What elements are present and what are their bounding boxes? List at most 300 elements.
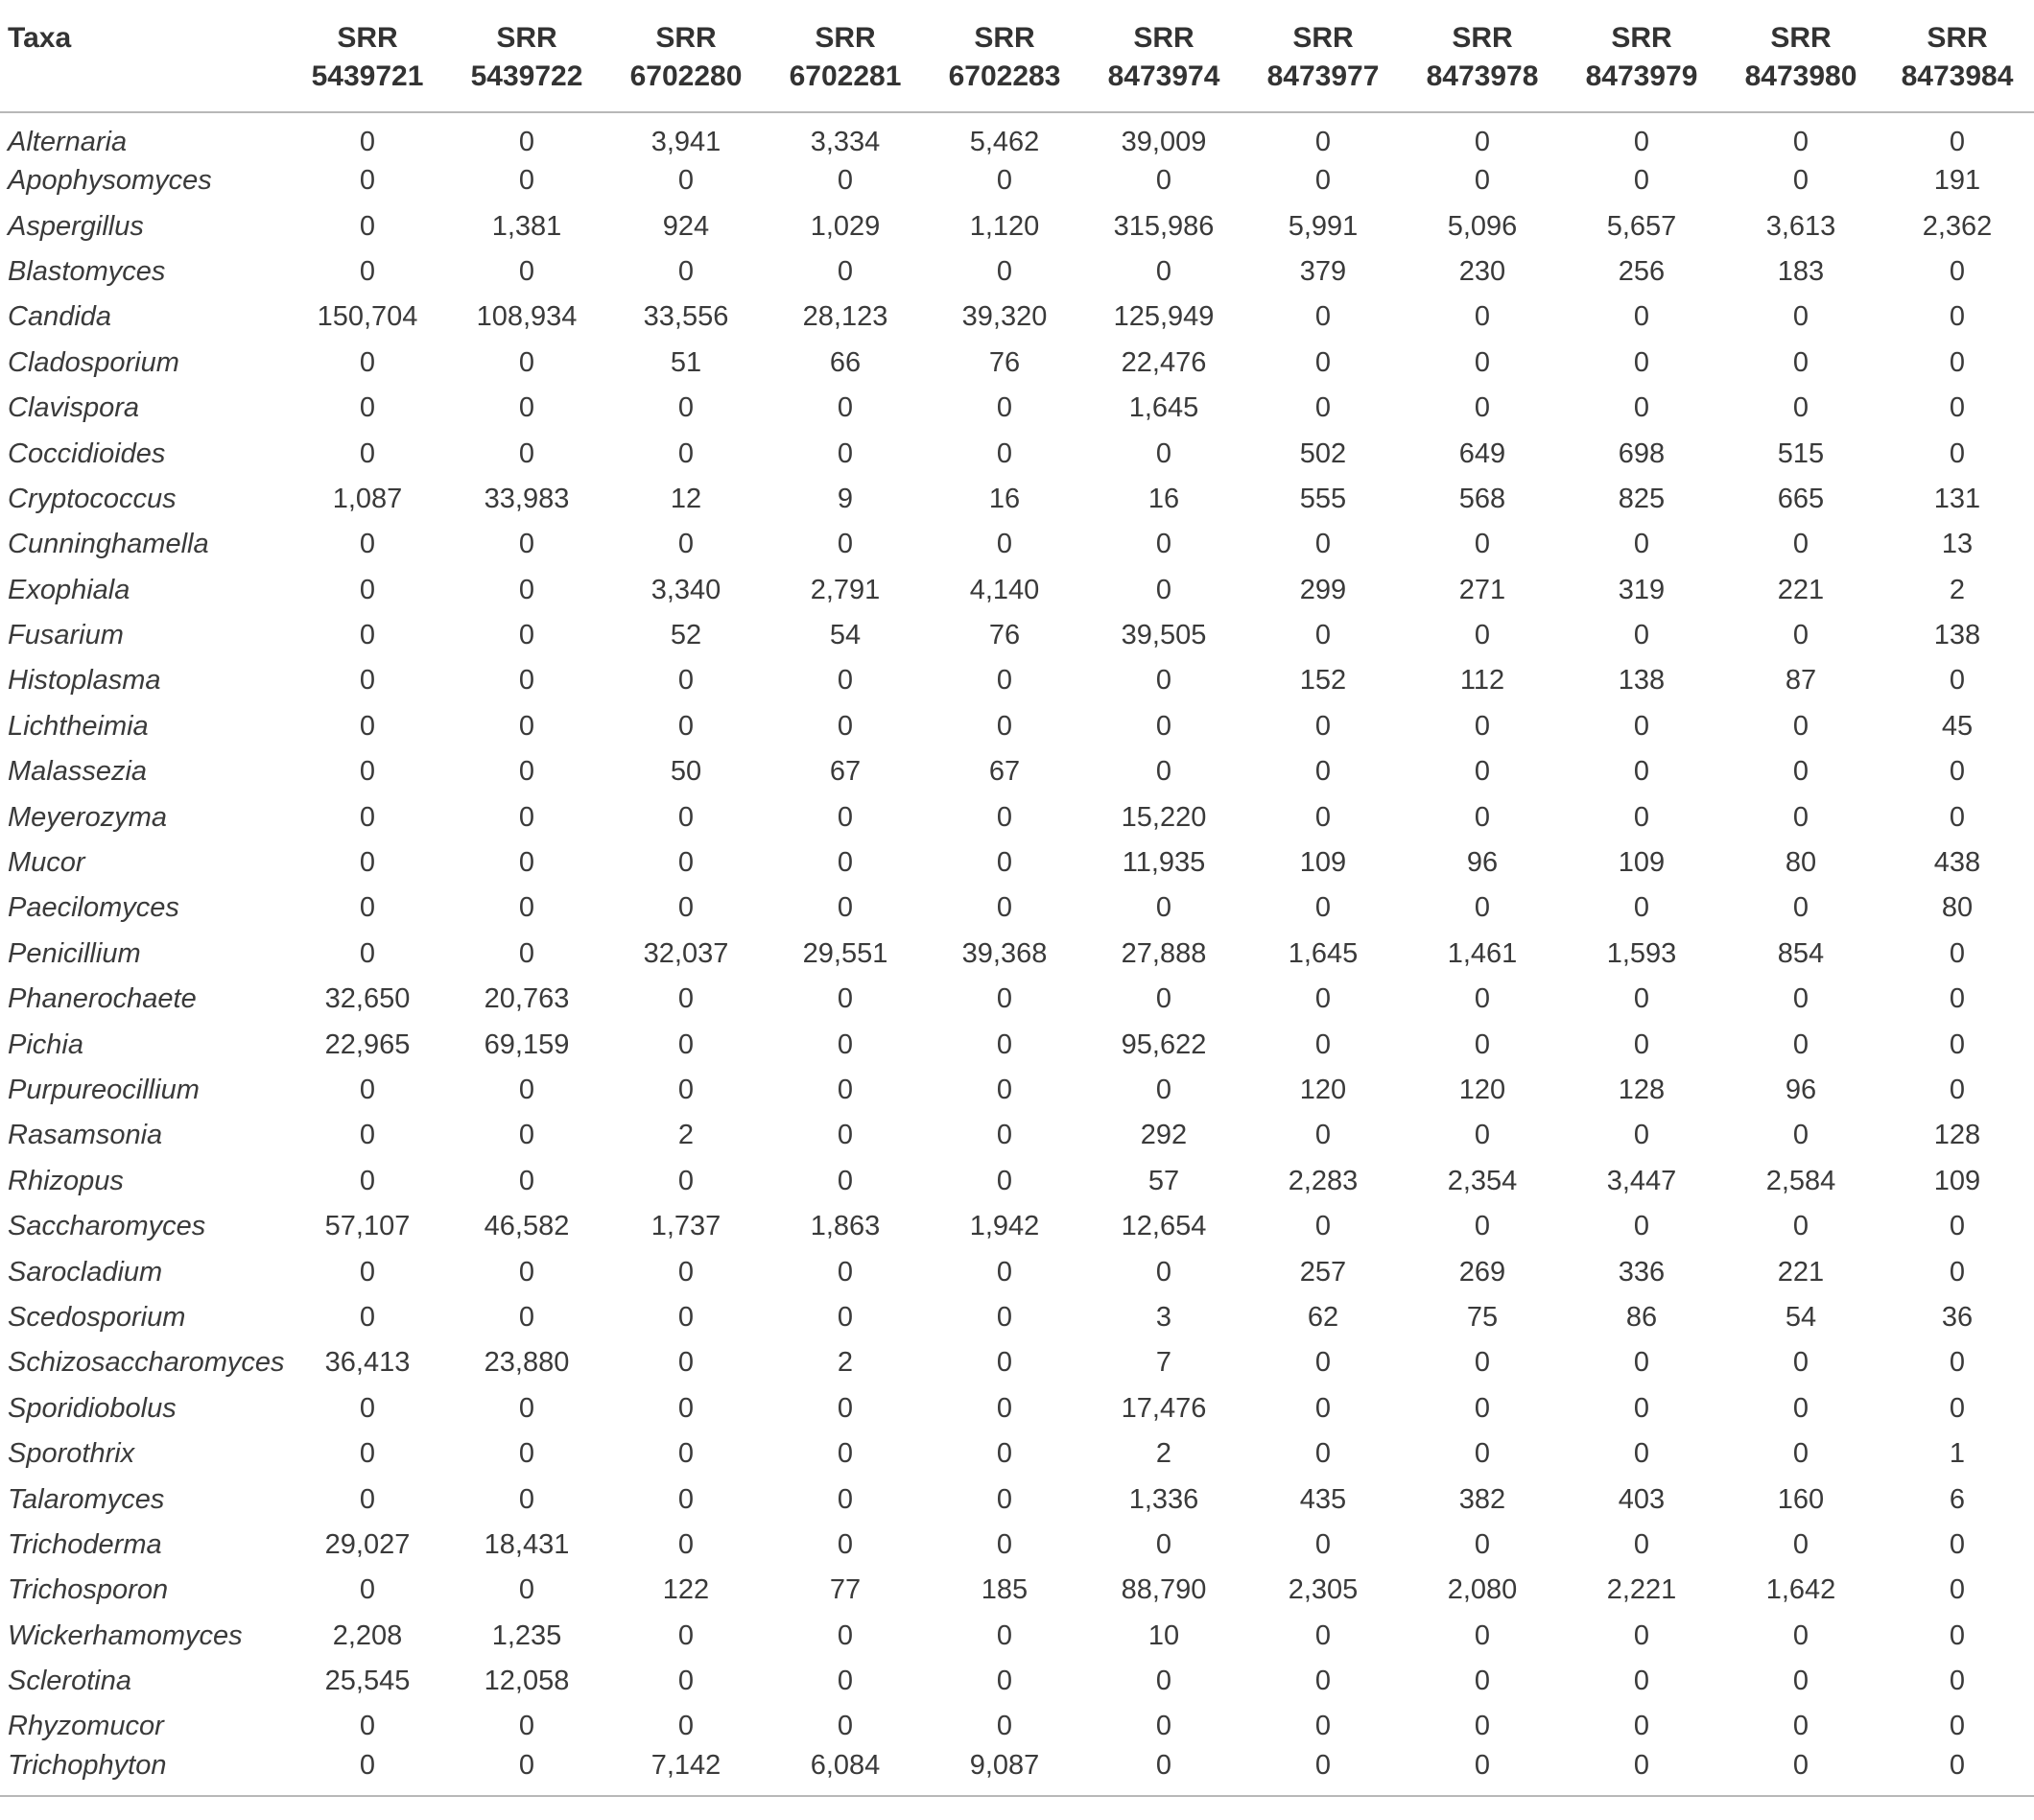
taxon-name: Aspergillus bbox=[8, 210, 144, 242]
read-count-cell: 160 bbox=[1777, 1483, 1825, 1515]
table-row bbox=[0, 477, 2034, 522]
read-count-cell: 0 bbox=[1474, 1528, 1491, 1560]
read-count-cell: 0 bbox=[677, 165, 695, 197]
read-count-cell: 515 bbox=[1777, 437, 1825, 469]
read-count-cell: 0 bbox=[359, 529, 376, 560]
read-count-cell: 0 bbox=[359, 255, 376, 287]
read-count-cell: 0 bbox=[837, 801, 854, 833]
table-row bbox=[0, 1523, 2034, 1568]
read-count-cell: 27,888 bbox=[1121, 937, 1207, 969]
read-count-cell: 0 bbox=[359, 1256, 376, 1288]
read-count-cell: 0 bbox=[1155, 1256, 1172, 1288]
read-count-cell: 0 bbox=[1792, 620, 1809, 651]
read-count-cell: 0 bbox=[677, 255, 695, 287]
read-count-cell: 2 bbox=[1949, 574, 1966, 605]
read-count-cell: 0 bbox=[518, 255, 535, 287]
read-count-cell: 0 bbox=[996, 165, 1013, 197]
srr-prefix: SRR bbox=[1452, 22, 1513, 54]
read-count-cell: 0 bbox=[1633, 983, 1650, 1015]
read-count-cell: 0 bbox=[1474, 1347, 1491, 1379]
read-count-cell: 0 bbox=[1562, 1750, 1721, 1796]
read-count-cell: 0 bbox=[677, 1347, 695, 1379]
read-count-cell: 0 bbox=[518, 529, 535, 560]
read-count-cell: 5,991 bbox=[1288, 210, 1359, 242]
read-count-cell: 191 bbox=[1933, 165, 1981, 197]
read-count-cell: 0 bbox=[1949, 1075, 1966, 1105]
read-count-cell: 39,320 bbox=[961, 301, 1048, 333]
read-count-cell: 5,657 bbox=[1606, 210, 1677, 242]
read-count-cell: 11,935 bbox=[1122, 847, 1206, 879]
read-count-cell: 2,791 bbox=[810, 574, 881, 605]
read-count-cell: 0 bbox=[288, 1750, 447, 1796]
read-count-cell: 1,593 bbox=[1606, 937, 1677, 969]
read-count-cell: 0 bbox=[1155, 1711, 1172, 1742]
taxon-name: Mucor bbox=[8, 847, 85, 879]
read-count-cell: 0 bbox=[837, 1528, 854, 1560]
table-row bbox=[0, 1340, 2034, 1385]
read-count-cell: 0 bbox=[1155, 1666, 1172, 1697]
header-row bbox=[0, 0, 2034, 112]
read-count-cell: 0 bbox=[1949, 1347, 1966, 1379]
table-row bbox=[0, 1068, 2034, 1113]
read-count-cell: 0 bbox=[1633, 1120, 1650, 1151]
read-count-cell: 0 bbox=[1474, 1120, 1491, 1151]
read-count-cell: 0 bbox=[359, 165, 376, 197]
read-count-cell: 0 bbox=[677, 1028, 695, 1060]
read-count-cell: 0 bbox=[1949, 127, 1966, 157]
table-row bbox=[0, 658, 2034, 703]
taxa-column-header: Taxa bbox=[0, 0, 288, 112]
read-count-cell: 3,447 bbox=[1606, 1165, 1677, 1196]
read-count-cell: 0 bbox=[1084, 1750, 1243, 1796]
read-count-cell: 0 bbox=[1792, 1392, 1809, 1424]
read-count-cell: 0 bbox=[1155, 1075, 1172, 1105]
read-count-cell: 0 bbox=[1792, 892, 1809, 924]
read-count-cell: 0 bbox=[1949, 1528, 1966, 1560]
taxon-name: Trichoderma bbox=[8, 1528, 162, 1560]
table-row bbox=[0, 1249, 2034, 1294]
read-count-cell: 0 bbox=[1633, 165, 1650, 197]
read-count-cell: 0 bbox=[996, 1256, 1013, 1288]
read-count-cell: 0 bbox=[1474, 1211, 1491, 1242]
read-count-cell: 77 bbox=[829, 1574, 862, 1606]
read-count-cell: 0 bbox=[1633, 1528, 1650, 1560]
read-count-cell: 108,934 bbox=[476, 301, 578, 333]
read-count-cell: 0 bbox=[1633, 1211, 1650, 1242]
read-count-cell: 0 bbox=[1949, 301, 1966, 333]
read-count-cell: 0 bbox=[1949, 756, 1966, 788]
table-row bbox=[0, 431, 2034, 476]
read-count-cell: 0 bbox=[1474, 1711, 1491, 1742]
table-row bbox=[0, 1477, 2034, 1522]
read-count-cell: 0 bbox=[1155, 710, 1172, 742]
read-count-cell: 23,880 bbox=[484, 1347, 570, 1379]
read-count-cell: 0 bbox=[1949, 1711, 1966, 1742]
read-count-cell: 403 bbox=[1618, 1483, 1666, 1515]
read-count-cell: 0 bbox=[1243, 1750, 1403, 1796]
read-count-cell: 0 bbox=[1949, 665, 1966, 697]
read-count-cell: 0 bbox=[677, 437, 695, 469]
table-row bbox=[0, 704, 2034, 749]
read-count-cell: 0 bbox=[996, 1666, 1013, 1697]
taxon-name: Malassezia bbox=[8, 756, 148, 788]
read-count-cell: 2,354 bbox=[1447, 1165, 1518, 1196]
read-count-cell: 0 bbox=[1949, 1666, 1966, 1697]
read-count-cell: 0 bbox=[1314, 165, 1332, 197]
read-count-cell: 0 bbox=[837, 710, 854, 742]
table-row bbox=[0, 1431, 2034, 1477]
read-count-cell: 0 bbox=[1633, 1619, 1650, 1651]
read-count-cell: 0 bbox=[677, 710, 695, 742]
taxon-name: Saccharomyces bbox=[8, 1211, 206, 1242]
read-count-cell: 0 bbox=[1792, 301, 1809, 333]
read-count-cell: 0 bbox=[837, 892, 854, 924]
read-count-cell: 0 bbox=[1792, 1211, 1809, 1242]
read-count-cell: 0 bbox=[996, 801, 1013, 833]
read-count-cell: 46,582 bbox=[484, 1211, 570, 1242]
read-count-cell: 96 bbox=[1785, 1075, 1817, 1105]
read-count-cell: 0 bbox=[359, 1120, 376, 1151]
read-count-cell: 0 bbox=[1314, 346, 1332, 378]
read-count-cell: 0 bbox=[1949, 255, 1966, 287]
table-row bbox=[0, 1750, 2034, 1796]
taxon-name: Cladosporium bbox=[8, 346, 179, 378]
read-count-cell: 0 bbox=[359, 437, 376, 469]
read-count-cell: 0 bbox=[1633, 1438, 1650, 1470]
table-row bbox=[0, 158, 2034, 203]
read-count-cell: 382 bbox=[1458, 1483, 1506, 1515]
read-count-cell: 854 bbox=[1777, 937, 1825, 969]
read-count-cell: 0 bbox=[1792, 1120, 1809, 1151]
read-count-cell: 221 bbox=[1777, 1256, 1825, 1288]
read-count-cell: 0 bbox=[1949, 1574, 1966, 1606]
srr-accession-number: 6702280 bbox=[629, 60, 743, 92]
read-count-cell: 25,545 bbox=[324, 1666, 411, 1697]
read-count-cell: 0 bbox=[1314, 1528, 1332, 1560]
read-count-cell: 0 bbox=[837, 1711, 854, 1742]
read-count-cell: 0 bbox=[518, 801, 535, 833]
read-count-cell: 2,305 bbox=[1288, 1574, 1359, 1606]
read-count-cell: 0 bbox=[1314, 1438, 1332, 1470]
read-count-cell: 0 bbox=[1474, 1666, 1491, 1697]
read-count-cell: 0 bbox=[837, 983, 854, 1015]
read-count-cell: 1,461 bbox=[1447, 937, 1518, 969]
read-count-cell: 825 bbox=[1618, 483, 1666, 514]
read-count-cell: 0 bbox=[1314, 1120, 1332, 1151]
read-count-cell: 0 bbox=[1314, 529, 1332, 560]
read-count-cell: 9,087 bbox=[925, 1750, 1084, 1796]
read-count-cell: 33,556 bbox=[643, 301, 729, 333]
taxon-name: Candida bbox=[8, 301, 112, 333]
read-count-cell: 152 bbox=[1299, 665, 1347, 697]
read-count-cell: 87 bbox=[1785, 665, 1817, 697]
read-count-cell: 0 bbox=[1155, 165, 1172, 197]
srr-prefix: SRR bbox=[1770, 22, 1832, 54]
read-count-cell: 1,120 bbox=[969, 210, 1040, 242]
read-count-cell: 0 bbox=[1792, 1028, 1809, 1060]
read-count-cell: 0 bbox=[1474, 1619, 1491, 1651]
read-count-cell: 0 bbox=[996, 1120, 1013, 1151]
read-count-cell: 0 bbox=[1949, 1256, 1966, 1288]
read-count-cell: 269 bbox=[1458, 1256, 1506, 1288]
read-count-cell: 257 bbox=[1299, 1256, 1347, 1288]
read-count-cell: 0 bbox=[359, 892, 376, 924]
read-count-cell: 0 bbox=[837, 165, 854, 197]
taxon-name: Schizosaccharomyces bbox=[8, 1347, 285, 1379]
read-count-cell: 1,235 bbox=[491, 1619, 562, 1651]
read-count-cell: 1,645 bbox=[1288, 937, 1359, 969]
read-count-cell: 0 bbox=[837, 1165, 854, 1196]
read-count-cell: 0 bbox=[518, 1256, 535, 1288]
read-count-cell: 39,009 bbox=[1121, 127, 1207, 157]
read-count-cell: 0 bbox=[1949, 1211, 1966, 1242]
read-count-cell: 80 bbox=[1785, 847, 1817, 879]
read-count-cell: 109 bbox=[1618, 847, 1666, 879]
taxon-name: Apophysomyces bbox=[8, 165, 212, 197]
read-count-cell: 150,704 bbox=[317, 301, 418, 333]
table-row bbox=[0, 1022, 2034, 1067]
read-count-cell: 0 bbox=[1949, 983, 1966, 1015]
read-count-cell: 0 bbox=[1474, 346, 1491, 378]
table-body bbox=[0, 112, 2034, 1796]
srr-accession-number: 6702283 bbox=[948, 60, 1061, 92]
srr-column-header bbox=[766, 0, 925, 112]
read-count-cell: 51 bbox=[670, 346, 702, 378]
read-count-cell: 2 bbox=[677, 1120, 695, 1151]
srr-accession-number: 5439722 bbox=[470, 60, 583, 92]
read-count-cell: 0 bbox=[1474, 127, 1491, 157]
read-count-cell: 0 bbox=[359, 1438, 376, 1470]
taxon-name: Blastomyces bbox=[8, 255, 166, 287]
read-count-cell: 0 bbox=[1314, 710, 1332, 742]
taxon-name: Sarocladium bbox=[8, 1256, 163, 1288]
read-count-cell: 0 bbox=[359, 346, 376, 378]
srr-column-header bbox=[1562, 0, 1721, 112]
table-row bbox=[0, 1295, 2034, 1340]
read-count-cell: 125,949 bbox=[1113, 301, 1215, 333]
read-count-cell: 0 bbox=[677, 1256, 695, 1288]
read-count-cell: 0 bbox=[1792, 1528, 1809, 1560]
read-count-cell: 62 bbox=[1307, 1301, 1339, 1333]
read-count-cell: 0 bbox=[996, 1347, 1013, 1379]
read-count-cell: 0 bbox=[837, 1075, 854, 1105]
read-count-cell: 0 bbox=[518, 127, 535, 157]
table-row bbox=[0, 522, 2034, 567]
read-count-cell: 0 bbox=[1314, 983, 1332, 1015]
read-count-cell: 15,220 bbox=[1121, 801, 1207, 833]
table-row bbox=[0, 1659, 2034, 1704]
read-count-cell: 2 bbox=[1155, 1438, 1172, 1470]
table-row bbox=[0, 568, 2034, 613]
read-count-cell: 32,650 bbox=[324, 983, 411, 1015]
read-count-cell: 0 bbox=[1633, 301, 1650, 333]
read-count-cell: 36,413 bbox=[324, 1347, 411, 1379]
read-count-cell: 0 bbox=[837, 665, 854, 697]
read-count-cell: 120 bbox=[1458, 1075, 1506, 1105]
read-count-cell: 0 bbox=[1880, 1750, 2034, 1796]
read-count-cell: 0 bbox=[1633, 392, 1650, 424]
read-count-cell: 0 bbox=[1314, 127, 1332, 157]
srr-prefix: SRR bbox=[1133, 22, 1194, 54]
read-count-cell: 379 bbox=[1299, 255, 1347, 287]
read-count-cell: 0 bbox=[359, 847, 376, 879]
read-count-cell: 0 bbox=[359, 620, 376, 651]
read-count-cell: 2,362 bbox=[1922, 210, 1993, 242]
srr-prefix: SRR bbox=[1611, 22, 1672, 54]
read-count-cell: 0 bbox=[837, 1256, 854, 1288]
read-count-cell: 12,058 bbox=[484, 1666, 570, 1697]
read-count-cell: 230 bbox=[1458, 255, 1506, 287]
read-count-cell: 0 bbox=[359, 574, 376, 605]
read-count-cell: 3,941 bbox=[650, 127, 721, 157]
srr-prefix: SRR bbox=[1927, 22, 1988, 54]
read-count-cell: 0 bbox=[677, 1666, 695, 1697]
taxon-name: Lichtheimia bbox=[8, 710, 149, 742]
read-count-cell: 649 bbox=[1458, 437, 1506, 469]
srr-prefix: SRR bbox=[1292, 22, 1354, 54]
read-count-cell: 0 bbox=[1633, 1392, 1650, 1424]
srr-accession-number: 6702281 bbox=[789, 60, 902, 92]
read-count-cell: 0 bbox=[1474, 1028, 1491, 1060]
read-count-cell: 0 bbox=[677, 1528, 695, 1560]
read-count-cell: 0 bbox=[1633, 127, 1650, 157]
read-count-cell: 0 bbox=[1474, 392, 1491, 424]
read-count-cell: 0 bbox=[518, 1574, 535, 1606]
read-count-cell: 185 bbox=[981, 1574, 1029, 1606]
read-count-cell: 0 bbox=[518, 1711, 535, 1742]
read-count-cell: 0 bbox=[996, 1301, 1013, 1333]
table-row bbox=[0, 203, 2034, 248]
read-count-cell: 67 bbox=[829, 756, 862, 788]
read-count-cell: 1,087 bbox=[332, 483, 403, 514]
read-count-cell: 0 bbox=[1314, 620, 1332, 651]
taxon-name: Histoplasma bbox=[8, 665, 161, 697]
taxon-name: Meyerozyma bbox=[8, 801, 167, 833]
read-count-cell: 86 bbox=[1625, 1301, 1658, 1333]
taxon-name: Coccidioides bbox=[8, 437, 166, 469]
read-count-cell: 0 bbox=[1949, 392, 1966, 424]
read-count-cell: 0 bbox=[518, 665, 535, 697]
read-count-cell: 0 bbox=[837, 1028, 854, 1060]
read-count-cell: 0 bbox=[359, 710, 376, 742]
read-count-cell: 2,080 bbox=[1447, 1574, 1518, 1606]
read-count-cell: 5,462 bbox=[969, 127, 1040, 157]
read-count-cell: 0 bbox=[1792, 1438, 1809, 1470]
srr-column-header bbox=[288, 0, 447, 112]
read-count-cell: 9 bbox=[837, 483, 854, 514]
read-count-cell: 1,737 bbox=[650, 1211, 721, 1242]
srr-column-header bbox=[1084, 0, 1243, 112]
read-count-cell: 0 bbox=[1633, 346, 1650, 378]
srr-column-header bbox=[1243, 0, 1403, 112]
read-count-cell: 271 bbox=[1458, 574, 1506, 605]
read-count-cell: 0 bbox=[1314, 1619, 1332, 1651]
read-count-cell: 12,654 bbox=[1121, 1211, 1207, 1242]
read-count-cell: 0 bbox=[1314, 756, 1332, 788]
read-count-cell: 0 bbox=[1633, 710, 1650, 742]
read-count-cell: 0 bbox=[837, 255, 854, 287]
read-count-cell: 0 bbox=[1633, 756, 1650, 788]
srr-column-header bbox=[1721, 0, 1880, 112]
read-count-cell: 0 bbox=[1633, 529, 1650, 560]
read-count-cell: 0 bbox=[359, 1392, 376, 1424]
srr-accession-number: 8473978 bbox=[1426, 60, 1539, 92]
read-count-cell: 57 bbox=[1147, 1165, 1180, 1196]
read-count-cell: 0 bbox=[837, 392, 854, 424]
table-row bbox=[0, 386, 2034, 431]
read-count-cell: 50 bbox=[670, 756, 702, 788]
read-count-cell: 0 bbox=[1314, 1028, 1332, 1060]
table-row bbox=[0, 112, 2034, 158]
read-count-cell: 0 bbox=[1792, 983, 1809, 1015]
read-count-cell: 0 bbox=[677, 801, 695, 833]
read-count-cell: 0 bbox=[677, 665, 695, 697]
srr-prefix: SRR bbox=[974, 22, 1035, 54]
table-row bbox=[0, 1614, 2034, 1659]
read-count-cell: 0 bbox=[518, 1075, 535, 1105]
table-row bbox=[0, 1204, 2034, 1249]
read-count-cell: 0 bbox=[677, 983, 695, 1015]
read-count-cell: 0 bbox=[677, 1301, 695, 1333]
read-count-cell: 0 bbox=[996, 1619, 1013, 1651]
read-count-cell: 0 bbox=[1474, 710, 1491, 742]
read-count-cell: 138 bbox=[1618, 665, 1666, 697]
read-count-cell: 0 bbox=[1949, 801, 1966, 833]
read-count-cell: 319 bbox=[1618, 574, 1666, 605]
read-count-cell: 66 bbox=[829, 346, 862, 378]
read-count-cell: 0 bbox=[996, 529, 1013, 560]
read-count-cell: 54 bbox=[829, 620, 862, 651]
read-count-cell: 0 bbox=[1155, 892, 1172, 924]
read-count-cell: 0 bbox=[1314, 392, 1332, 424]
read-count-cell: 76 bbox=[988, 346, 1021, 378]
read-count-cell: 0 bbox=[1474, 529, 1491, 560]
read-count-cell: 0 bbox=[1474, 620, 1491, 651]
read-count-cell: 0 bbox=[518, 756, 535, 788]
read-count-cell: 1,336 bbox=[1128, 1483, 1199, 1515]
read-count-cell: 0 bbox=[1792, 529, 1809, 560]
taxon-name: Rhyzomucor bbox=[8, 1711, 164, 1742]
read-count-cell: 0 bbox=[1633, 801, 1650, 833]
read-count-cell: 12 bbox=[670, 483, 702, 514]
taxon-name: Fusarium bbox=[8, 620, 124, 651]
taxon-name: Trichophyton bbox=[0, 1750, 288, 1796]
read-count-cell: 88,790 bbox=[1121, 1574, 1207, 1606]
table-row bbox=[0, 840, 2034, 886]
read-count-cell: 0 bbox=[359, 1574, 376, 1606]
taxon-name: Trichosporon bbox=[8, 1574, 169, 1606]
read-count-cell: 0 bbox=[1792, 1711, 1809, 1742]
read-count-cell: 292 bbox=[1140, 1120, 1188, 1151]
read-count-cell: 28,123 bbox=[802, 301, 888, 333]
read-count-cell: 0 bbox=[1474, 756, 1491, 788]
read-count-cell: 128 bbox=[1618, 1075, 1666, 1105]
read-count-cell: 32,037 bbox=[643, 937, 729, 969]
read-count-cell: 3,340 bbox=[650, 574, 721, 605]
read-count-cell: 0 bbox=[1633, 1347, 1650, 1379]
read-count-cell: 0 bbox=[1633, 1711, 1650, 1742]
read-count-cell: 20,763 bbox=[484, 983, 570, 1015]
taxon-name: Purpureocillium bbox=[8, 1075, 200, 1105]
read-count-cell: 0 bbox=[359, 392, 376, 424]
read-count-cell: 6 bbox=[1949, 1483, 1966, 1515]
read-count-cell: 698 bbox=[1618, 437, 1666, 469]
read-count-cell: 0 bbox=[1314, 801, 1332, 833]
read-count-cell: 315,986 bbox=[1113, 210, 1215, 242]
read-count-cell: 0 bbox=[996, 892, 1013, 924]
taxon-name: Penicillium bbox=[8, 937, 141, 969]
read-count-cell: 3 bbox=[1155, 1301, 1172, 1333]
